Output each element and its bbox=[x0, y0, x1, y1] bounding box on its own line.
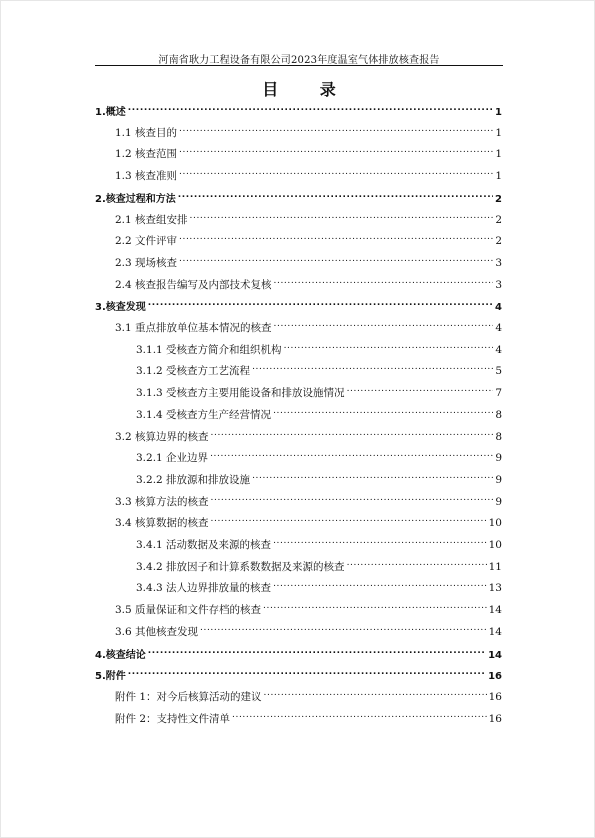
toc-entry-label: 2.1 核查组安排 bbox=[115, 213, 188, 226]
toc-entry-page-number: 10 bbox=[488, 517, 502, 530]
toc-entry-label: 3.1.1 受核查方简介和组织机构 bbox=[136, 343, 282, 356]
toc-entry-label: 3.核查发现 bbox=[95, 302, 146, 314]
toc-dot-leader bbox=[284, 343, 494, 353]
toc-entry-label: 1.2 核查范围 bbox=[115, 148, 178, 161]
toc-entry-label: 4.核查结论 bbox=[95, 649, 146, 661]
toc-entry[interactable] bbox=[136, 559, 502, 577]
toc-dot-leader bbox=[274, 278, 494, 288]
toc-dot-leader bbox=[264, 690, 487, 700]
toc-entry-page-number: 2 bbox=[495, 213, 502, 226]
toc-entry-label: 2.核查过程和方法 bbox=[95, 193, 176, 205]
toc-entry-page-number: 14 bbox=[488, 625, 502, 638]
toc-entry-label: 3.2.2 排放源和排放设施 bbox=[136, 473, 251, 486]
toc-dot-leader bbox=[179, 126, 493, 136]
toc-dot-leader bbox=[179, 147, 493, 157]
toc-entry-label: 3.3 核算方法的核查 bbox=[115, 495, 209, 508]
toc-entry[interactable] bbox=[95, 646, 502, 664]
toc-entry-page-number: 9 bbox=[495, 452, 502, 465]
toc-dot-leader bbox=[179, 169, 493, 179]
toc-entry-page-number: 3 bbox=[495, 256, 502, 269]
toc-entry-label: 3.4.3 法人边界排放量的核查 bbox=[136, 582, 272, 595]
toc-entry-page-number: 13 bbox=[488, 582, 502, 595]
toc-entry[interactable] bbox=[115, 494, 502, 512]
toc-entry-label: 2.2 文件评审 bbox=[115, 235, 178, 248]
toc-entry[interactable] bbox=[115, 168, 502, 186]
toc-entry-label: 附件 1：对今后核算活动的建议 bbox=[115, 690, 262, 703]
toc-entry-label: 3.5 质量保证和文件存档的核查 bbox=[115, 604, 262, 617]
toc-dot-leader bbox=[211, 430, 494, 440]
toc-entry[interactable] bbox=[115, 277, 502, 295]
toc-entry-page-number: 4 bbox=[495, 322, 502, 334]
toc-entry-label: 3.6 其他核查发现 bbox=[115, 625, 199, 638]
toc-entry[interactable] bbox=[95, 103, 502, 121]
toc-entry-page-number: 8 bbox=[495, 430, 502, 443]
toc-entry[interactable] bbox=[115, 429, 502, 447]
toc-dot-leader bbox=[252, 364, 493, 374]
toc-entry-page-number: 4 bbox=[495, 302, 502, 314]
toc-entry[interactable] bbox=[115, 711, 502, 729]
toc-entry-label: 1.3 核查准则 bbox=[115, 170, 178, 183]
toc-dot-leader bbox=[128, 105, 493, 115]
toc-entry-label: 3.4.1 活动数据及来源的核查 bbox=[136, 539, 272, 551]
toc-entry[interactable] bbox=[95, 667, 502, 685]
toc-dot-leader bbox=[200, 625, 487, 635]
toc-dot-leader bbox=[347, 560, 487, 570]
toc-entry[interactable] bbox=[136, 450, 502, 468]
toc-entry-label: 3.1 重点排放单位基本情况的核查 bbox=[115, 322, 272, 334]
toc-entry-page-number: 1 bbox=[495, 107, 502, 118]
toc-entry-label: 3.4 核算数据的核查 bbox=[115, 517, 209, 530]
toc-entry-page-number: 1 bbox=[495, 170, 502, 183]
toc-entry[interactable] bbox=[95, 298, 502, 316]
toc-entry[interactable] bbox=[115, 320, 502, 338]
toc-entry-label: 3.1.3 受核查方主要用能设备和排放设施情况 bbox=[136, 387, 345, 400]
toc-entry[interactable] bbox=[136, 342, 502, 360]
toc-entry-page-number: 2 bbox=[495, 193, 502, 205]
toc-entry[interactable] bbox=[115, 602, 502, 620]
toc-entry[interactable] bbox=[115, 689, 502, 707]
toc-dot-leader bbox=[347, 386, 494, 396]
toc-entry-page-number: 16 bbox=[488, 690, 502, 703]
toc-dot-leader bbox=[274, 321, 494, 331]
toc-dot-leader bbox=[148, 648, 486, 658]
toc-entry-page-number: 16 bbox=[488, 712, 502, 725]
toc-dot-leader bbox=[190, 213, 494, 223]
toc-entry-page-number: 2 bbox=[495, 235, 502, 248]
toc-entry[interactable] bbox=[115, 125, 502, 143]
toc-dot-leader bbox=[273, 538, 487, 548]
toc-entry-page-number: 8 bbox=[495, 408, 502, 421]
toc-entry[interactable] bbox=[115, 212, 502, 230]
toc-entry[interactable] bbox=[115, 515, 502, 533]
toc-entry-page-number: 7 bbox=[495, 387, 502, 400]
toc-entry-label: 3.2 核算边界的核查 bbox=[115, 430, 209, 443]
toc-entry-label: 3.4.2 排放因子和计算系数数据及来源的核查 bbox=[136, 560, 345, 573]
toc-entry[interactable] bbox=[95, 190, 502, 208]
toc-entry-label: 1.概述 bbox=[95, 107, 126, 118]
toc-entry-page-number: 3 bbox=[495, 278, 502, 291]
toc-dot-leader bbox=[273, 581, 487, 591]
toc-dot-leader bbox=[178, 192, 493, 202]
toc-dot-leader bbox=[252, 473, 493, 483]
toc-dot-leader bbox=[128, 669, 486, 679]
toc-entry[interactable] bbox=[115, 624, 502, 642]
toc-entry[interactable] bbox=[115, 255, 502, 273]
toc-entry-page-number: 1 bbox=[495, 126, 502, 139]
toc-entry-page-number: 16 bbox=[488, 671, 502, 683]
toc-entry[interactable] bbox=[115, 146, 502, 164]
toc-entry-page-number: 5 bbox=[495, 365, 502, 378]
toc-dot-leader bbox=[179, 256, 493, 266]
toc-dot-leader bbox=[210, 451, 493, 461]
toc-entry-page-number: 10 bbox=[488, 539, 502, 551]
toc-dot-leader bbox=[211, 495, 494, 505]
toc-heading: 目 录 bbox=[262, 80, 354, 99]
toc-entry[interactable] bbox=[136, 363, 502, 381]
toc-entry-label: 3.2.1 企业边界 bbox=[136, 452, 209, 465]
toc-entry[interactable] bbox=[115, 233, 502, 251]
toc-entry[interactable] bbox=[136, 537, 502, 555]
toc-entry-page-number: 14 bbox=[488, 604, 502, 617]
toc-entry[interactable] bbox=[136, 407, 502, 425]
toc-entry-page-number: 9 bbox=[495, 473, 502, 486]
toc-entry-label: 5.附件 bbox=[95, 671, 126, 683]
toc-dot-leader bbox=[211, 516, 487, 526]
toc-entry-label: 1.1 核查目的 bbox=[115, 126, 178, 139]
toc-entry[interactable] bbox=[136, 385, 502, 403]
toc-entry-page-number: 14 bbox=[488, 649, 502, 661]
toc-dot-leader bbox=[263, 603, 487, 613]
toc-dot-leader bbox=[273, 408, 493, 418]
toc-entry[interactable] bbox=[136, 580, 502, 598]
toc-entry-label: 3.1.4 受核查方生产经营情况 bbox=[136, 408, 272, 421]
toc-dot-leader bbox=[179, 234, 493, 244]
running-header: 河南省耿力工程设备有限公司2023年度温室气体排放核查报告 bbox=[158, 55, 440, 66]
toc-entry-label: 3.1.2 受核查方工艺流程 bbox=[136, 365, 251, 378]
toc-entry-label: 附件 2：支持性文件清单 bbox=[115, 712, 231, 725]
toc-entry-page-number: 9 bbox=[495, 495, 502, 508]
toc-entry-page-number: 4 bbox=[495, 343, 502, 356]
header-rule bbox=[95, 65, 503, 66]
toc-entry-page-number: 1 bbox=[495, 148, 502, 161]
toc-dot-leader bbox=[232, 712, 487, 722]
toc-entry-label: 2.4 核查报告编写及内部技术复核 bbox=[115, 278, 272, 291]
toc-entry-page-number: 11 bbox=[488, 560, 502, 573]
toc-dot-leader bbox=[148, 300, 493, 310]
toc-entry-label: 2.3 现场核查 bbox=[115, 256, 178, 269]
toc-entry[interactable] bbox=[136, 472, 502, 490]
